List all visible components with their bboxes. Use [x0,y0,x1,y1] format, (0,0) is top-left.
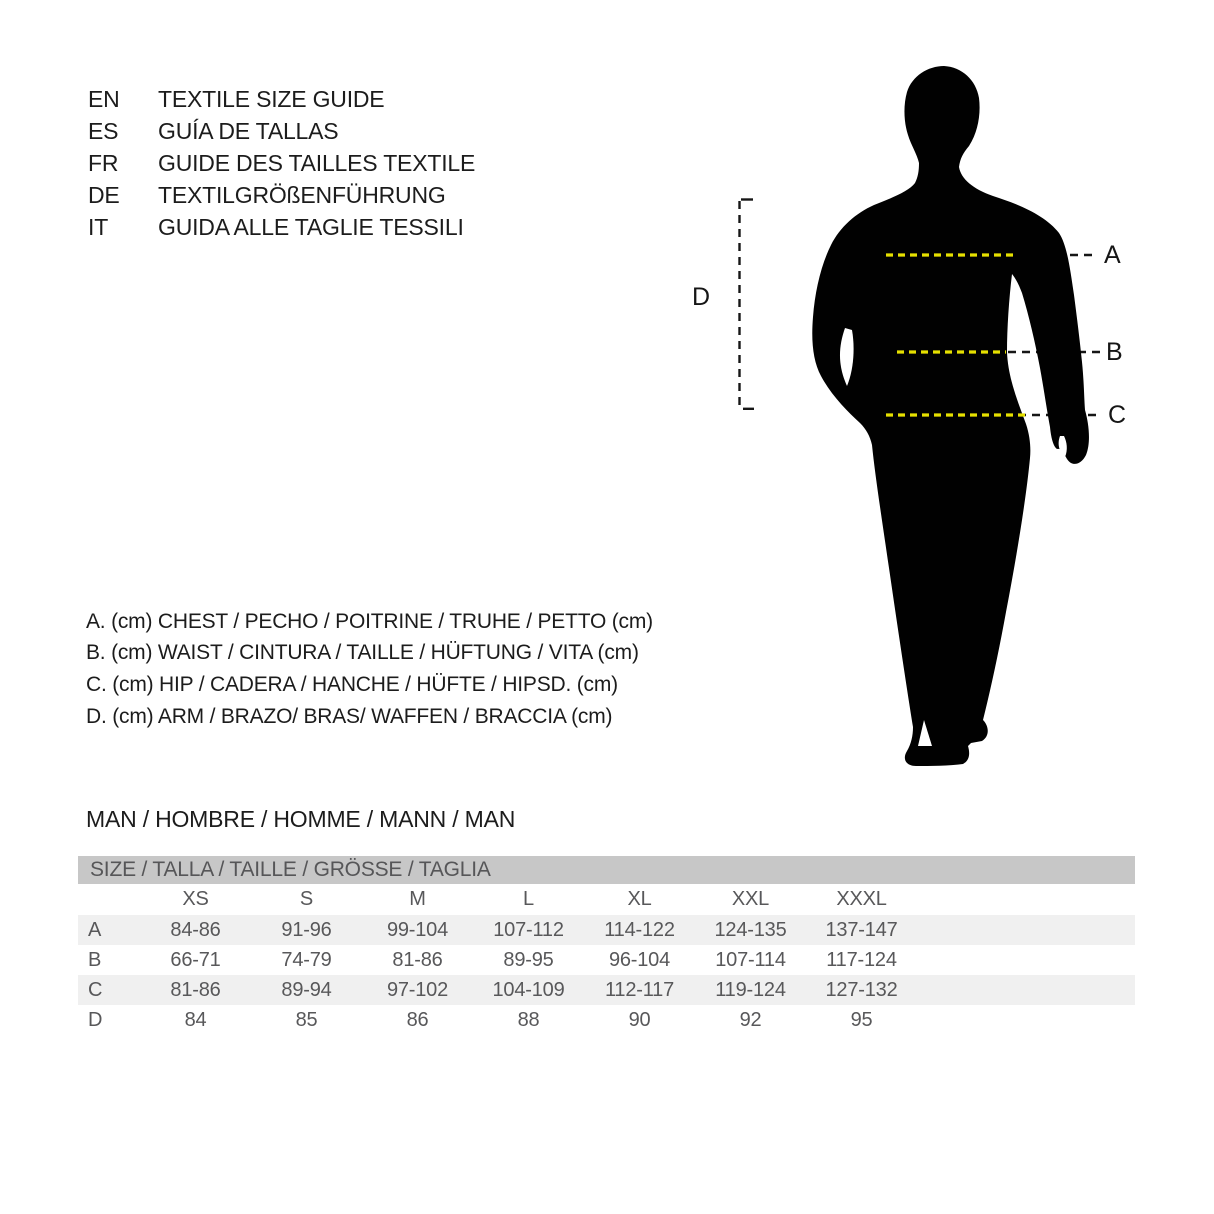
language-row-fr [88,148,475,180]
label-hip-C: C [1108,401,1127,429]
cell: 97-102 [386,978,449,1001]
size-header-row [78,884,1135,915]
measurement-legend [86,606,653,732]
table-row-A [78,915,1135,945]
cell: 107-114 [715,948,786,971]
language-code: DE [88,181,120,208]
cell: 85 [295,1008,318,1031]
measurement-waist: B. (cm) WAIST / CINTURA / TAILLE / HÜFTUNG / VITA (cm) [86,641,639,665]
size-col-m: M [409,888,426,910]
table-header-bar [78,856,1135,884]
label-arm-D: D [692,283,711,311]
table-header-text: SIZE / TALLA / TAILLE / GRÖSSE / TAGLIA [90,858,491,881]
cell: 84 [184,1008,207,1031]
row-label: A [88,918,102,941]
measurement-hip: C. (cm) HIP / CADERA / HANCHE / HÜFTE / HIPSD. (cm) [86,672,618,696]
cell: 104-109 [492,978,565,1001]
row-label: B [88,948,102,971]
cell: 81-86 [392,948,443,971]
size-col-l: L [523,888,534,910]
language-title: TEXTILGRÖßENFÜHRUNG [158,181,446,208]
cell: 124-135 [714,918,787,941]
cell: 92 [739,1008,762,1031]
section-title-man: MAN / HOMBRE / HOMME / MANN / MAN [86,806,516,832]
cell: 89-94 [281,978,332,1001]
language-row-en [88,84,475,116]
cell: 74-79 [281,948,332,971]
cell: 99-104 [386,918,449,941]
language-row-de [88,179,475,211]
label-chest-A: A [1104,241,1121,269]
cell: 86 [406,1008,429,1031]
language-code: IT [88,213,109,240]
measurement-arm: D. (cm) ARM / BRAZO/ BRAS/ WAFFEN / BRACCIA (cm) [86,704,613,728]
language-title: GUIDE DES TAILLES TEXTILE [158,149,476,176]
language-code: EN [88,86,120,113]
size-col-s: S [299,888,314,910]
cell: 119-124 [715,978,786,1001]
cell: 114-122 [604,918,675,941]
cell: 90 [628,1008,651,1031]
language-title: TEXTILE SIZE GUIDE [158,86,385,113]
table-row-D [78,1005,1135,1035]
cell: 112-117 [604,978,675,1001]
size-table [78,856,1135,1035]
language-row-es [88,116,475,148]
measurement-chest: A. (cm) CHEST / PECHO / POITRINE / TRUHE / PETTO (cm) [86,609,653,633]
language-code: ES [88,118,119,145]
cell: 107-112 [493,918,564,941]
table-row-C [78,975,1135,1005]
size-col-xs: XS [182,888,209,910]
language-title: GUIDA ALLE TAGLIE TESSILI [158,213,464,240]
cell: 137-147 [825,918,898,941]
table-row-B [78,945,1135,975]
cell: 95 [850,1008,873,1031]
cell: 96-104 [608,948,671,971]
cell: 91-96 [281,918,332,941]
language-title-list [88,84,475,243]
language-row-it [88,211,475,243]
row-label: C [88,978,103,1001]
row-label: D [88,1008,103,1031]
size-col-xxl: XXL [731,888,770,910]
label-waist-B: B [1106,338,1123,366]
cell: 127-132 [825,978,898,1001]
cell: 89-95 [503,948,554,971]
cell: 117-124 [826,948,897,971]
size-col-xxxl: XXXL [836,888,887,910]
cell: 84-86 [170,918,221,941]
cell: 88 [517,1008,540,1031]
size-col-xl: XL [627,888,652,910]
language-code: FR [88,149,119,176]
language-title: GUÍA DE TALLAS [158,118,339,145]
cell: 66-71 [170,948,221,971]
cell: 81-86 [170,978,221,1001]
